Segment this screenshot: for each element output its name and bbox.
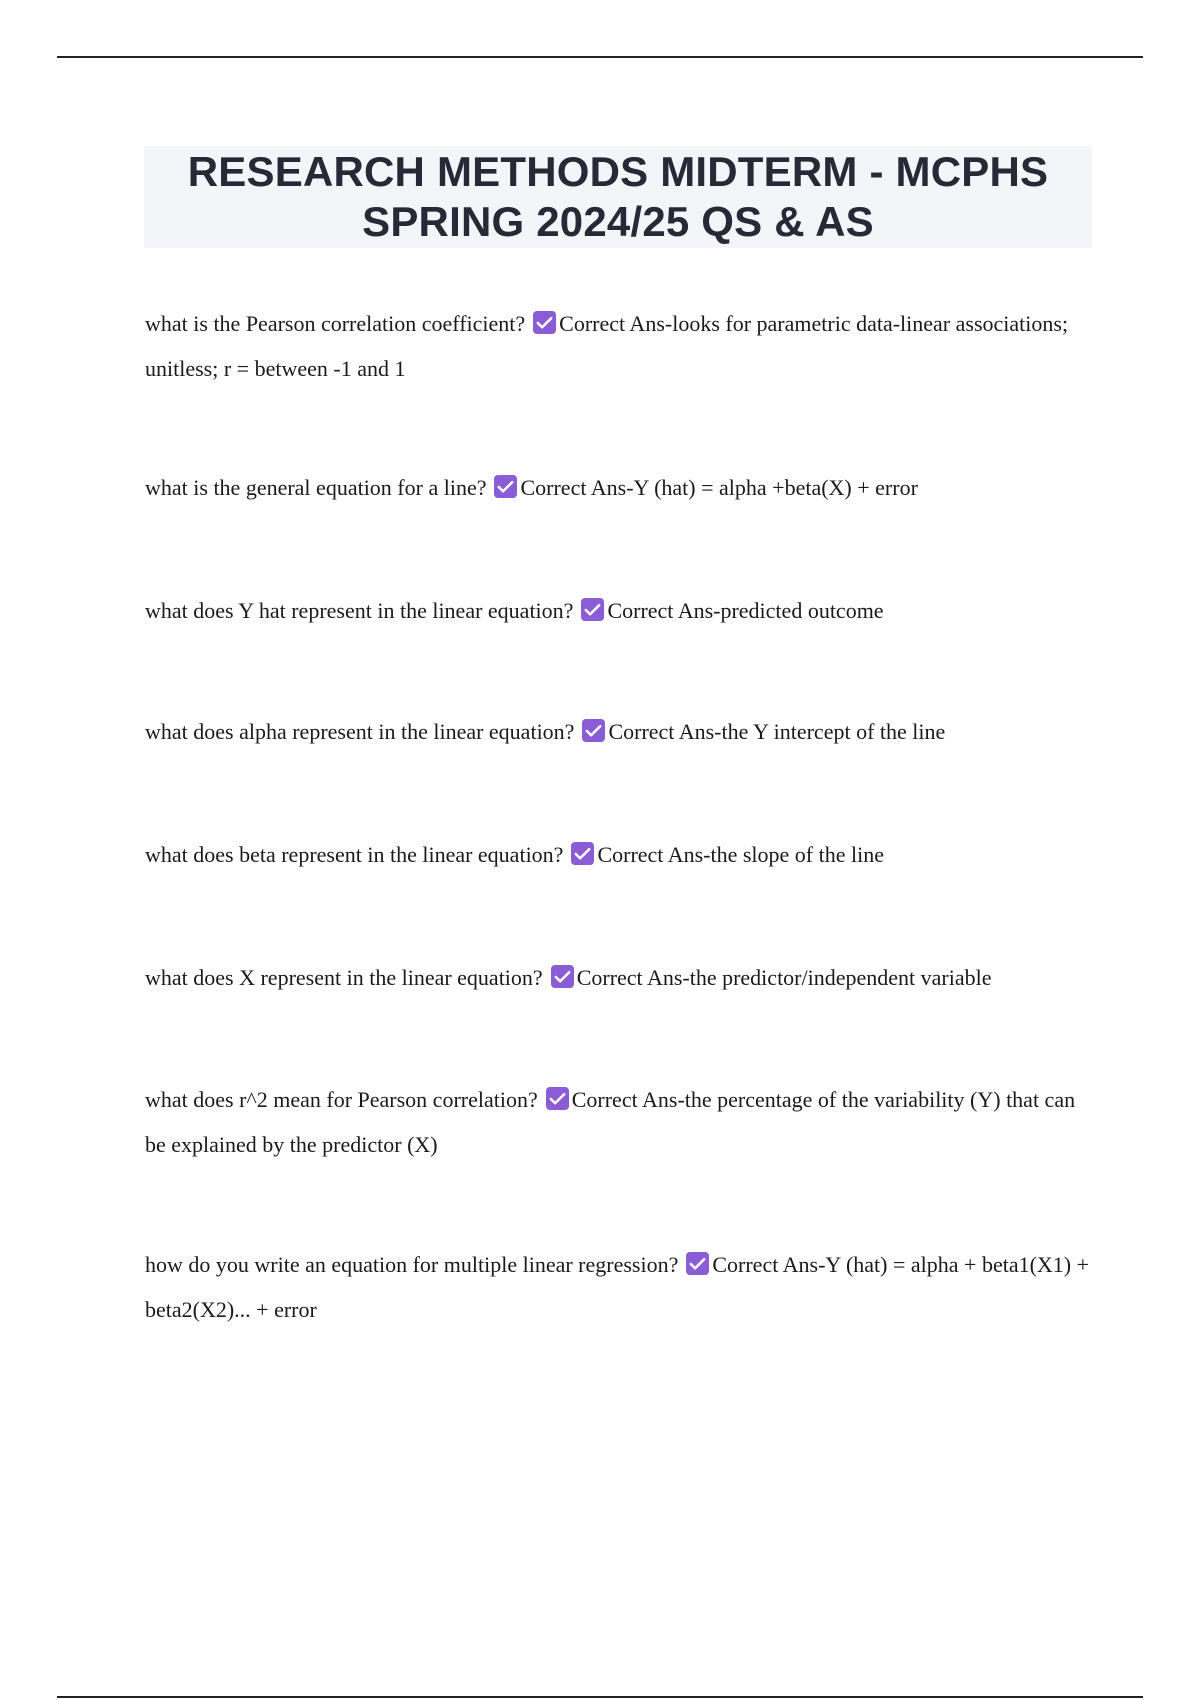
check-mark-icon <box>571 842 594 865</box>
answer-text: the percentage of the variability (Y) that can be explained by the predictor (X) <box>145 1087 1076 1157</box>
answer-label: Correct Ans- <box>559 311 673 336</box>
qa-item <box>145 955 1100 1000</box>
check-mark-icon <box>686 1252 709 1275</box>
answer-text: Y (hat) = alpha + beta1(X1) + beta2(X2)... + error <box>145 1252 1090 1322</box>
qa-item <box>145 465 1100 510</box>
answer-text: the slope of the line <box>710 842 884 867</box>
answer-label: Correct Ans- <box>597 842 711 867</box>
answer-text: predicted outcome <box>720 598 884 623</box>
qa-item <box>145 1242 1100 1332</box>
answer-label: Correct Ans- <box>607 598 721 623</box>
check-mark-icon <box>494 475 517 498</box>
answer-text: the Y intercept of the line <box>721 719 946 744</box>
answer-label: Correct Ans- <box>520 475 634 500</box>
answer-text: looks for parametric data-linear associations; unitless; r = between -1 and 1 <box>145 311 1069 381</box>
check-mark-icon <box>582 719 605 742</box>
question-text: what is the general equation for a line? <box>145 475 487 500</box>
check-mark-icon <box>533 311 556 334</box>
qa-item <box>145 588 1100 633</box>
title-line-1: RESEARCH METHODS MIDTERM - MCPHS <box>187 148 1049 195</box>
question-text: what does r^2 mean for Pearson correlation? <box>145 1087 538 1112</box>
page-title <box>188 147 1048 247</box>
qa-item <box>145 301 1100 391</box>
title-banner <box>144 146 1092 248</box>
answer-label: Correct Ans- <box>712 1252 826 1277</box>
check-mark-icon <box>551 965 574 988</box>
question-text: what does Y hat represent in the linear equation? <box>145 598 574 623</box>
answer-text: Y (hat) = alpha +beta(X) + error <box>633 475 918 500</box>
qa-item <box>145 1077 1100 1167</box>
question-text: how do you write an equation for multiple linear regression? <box>145 1252 679 1277</box>
bottom-divider <box>57 1696 1143 1698</box>
question-text: what does beta represent in the linear equation? <box>145 842 564 867</box>
question-text: what does X represent in the linear equation? <box>145 965 543 990</box>
title-line-2: SPRING 2024/25 QS & AS <box>362 198 874 245</box>
top-divider <box>57 56 1143 58</box>
qa-item <box>145 709 1100 754</box>
answer-label: Correct Ans- <box>571 1087 685 1112</box>
answer-label: Correct Ans- <box>608 719 722 744</box>
qa-item <box>145 832 1100 877</box>
answer-label: Correct Ans- <box>576 965 690 990</box>
question-text: what is the Pearson correlation coefficient? <box>145 311 526 336</box>
question-text: what does alpha represent in the linear equation? <box>145 719 575 744</box>
answer-text: the predictor/independent variable <box>689 965 992 990</box>
check-mark-icon <box>581 598 604 621</box>
check-mark-icon <box>546 1087 569 1110</box>
